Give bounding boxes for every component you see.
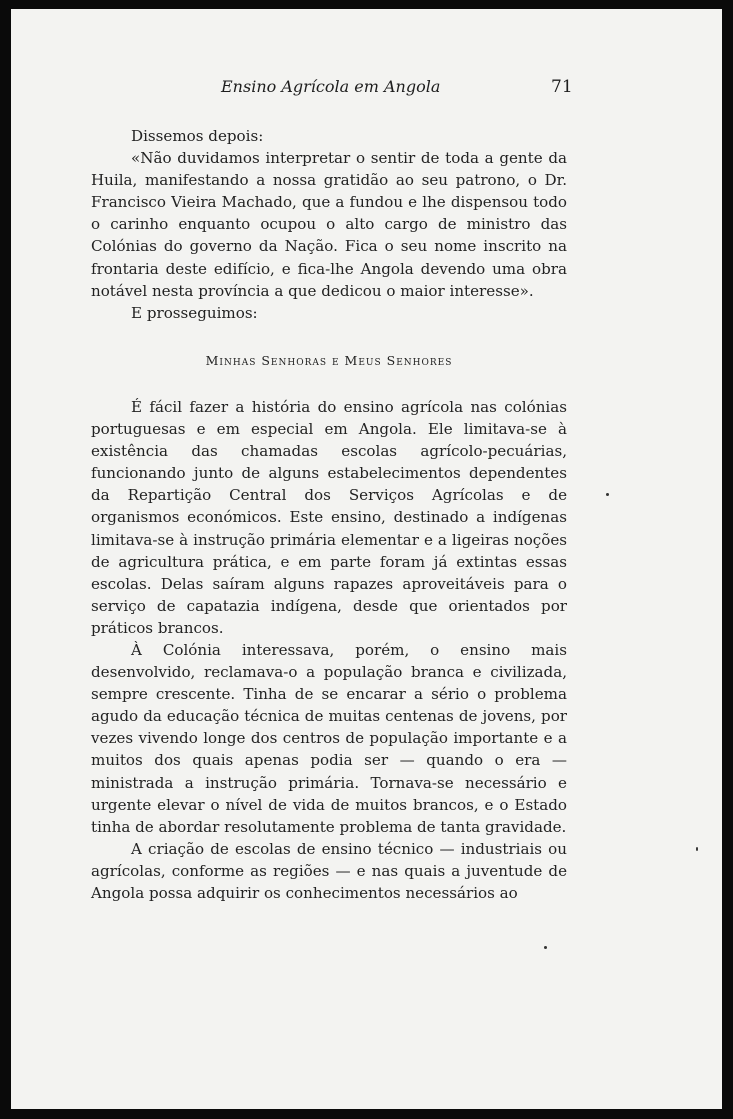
paragraph: A criação de escolas de ensino técnico — industriais ou agrícolas, conforme as regiões — e nas quais a juventude de Angola possa adquirir os conhecimentos necessários ao (91, 839, 567, 902)
paragraph: À Colónia interessava, porém, o ensino mais desenvolvido, reclamava-o a população branca e civilizada, sempre crescente. Tinha de se encarar a sério o problema agudo da educação técnica de muitas centenas de jovens, por vezes vivendo longe dos centros de população importante e a muitos dos quais apenas podia ser — quando o era — ministrada a instrução primária. Tornava-se necessário e urgente elevar o nível de vida de muitos brancos, e o Estado tinha de abordar resolutamente problema de tanta gravidade. (91, 640, 567, 836)
page-number: 71 (551, 77, 573, 97)
scan-speck (696, 847, 698, 851)
paragraph: E prosseguimos: (131, 303, 258, 322)
scan-speck (606, 493, 609, 496)
paragraph: «Não duvidamos interpretar o sentir de toda a gente da Huila, manifestando a nossa gratidão ao seu patrono, o Dr. Francisco Vieira Machado, que a fundou e lhe dispensou todo o carinho enquanto ocupou o alto cargo de ministro das Colónias do governo da Nação. Fica o seu nome inscrito na frontaria deste edifício, e fica-lhe Angola devendo uma obra notável nesta província a que dedicou o maior interesse». (91, 149, 567, 300)
running-title: Ensino Agrícola em Angola (221, 77, 441, 96)
paragraph: É fácil fazer a história do ensino agrícola nas colónias portuguesas e em especial em Angola. Ele limitava-se à existência das chamadas escolas agrícolo-pecuárias, funcionando junto de alguns estabelecimentos dependentes da Repartição Central dos Serviços Agrícolas e de organismos económicos. Este ensino, destinado a indígenas limitava-se à instrução primária elementar e a ligeiras noções de agricultura prática, e em parte foram já extintas essas escolas. Delas saíram alguns rapazes aproveitáveis para o serviço de capatazia indígena, desde que orientados por práticos brancos. (91, 397, 567, 637)
scan-speck (544, 946, 547, 949)
section-heading: Minhas Senhoras e Meus Senhores (205, 352, 453, 368)
paragraph: Dissemos depois: (131, 127, 264, 145)
book-page (11, 9, 722, 1109)
page-header (11, 77, 722, 101)
page-body (91, 125, 567, 904)
